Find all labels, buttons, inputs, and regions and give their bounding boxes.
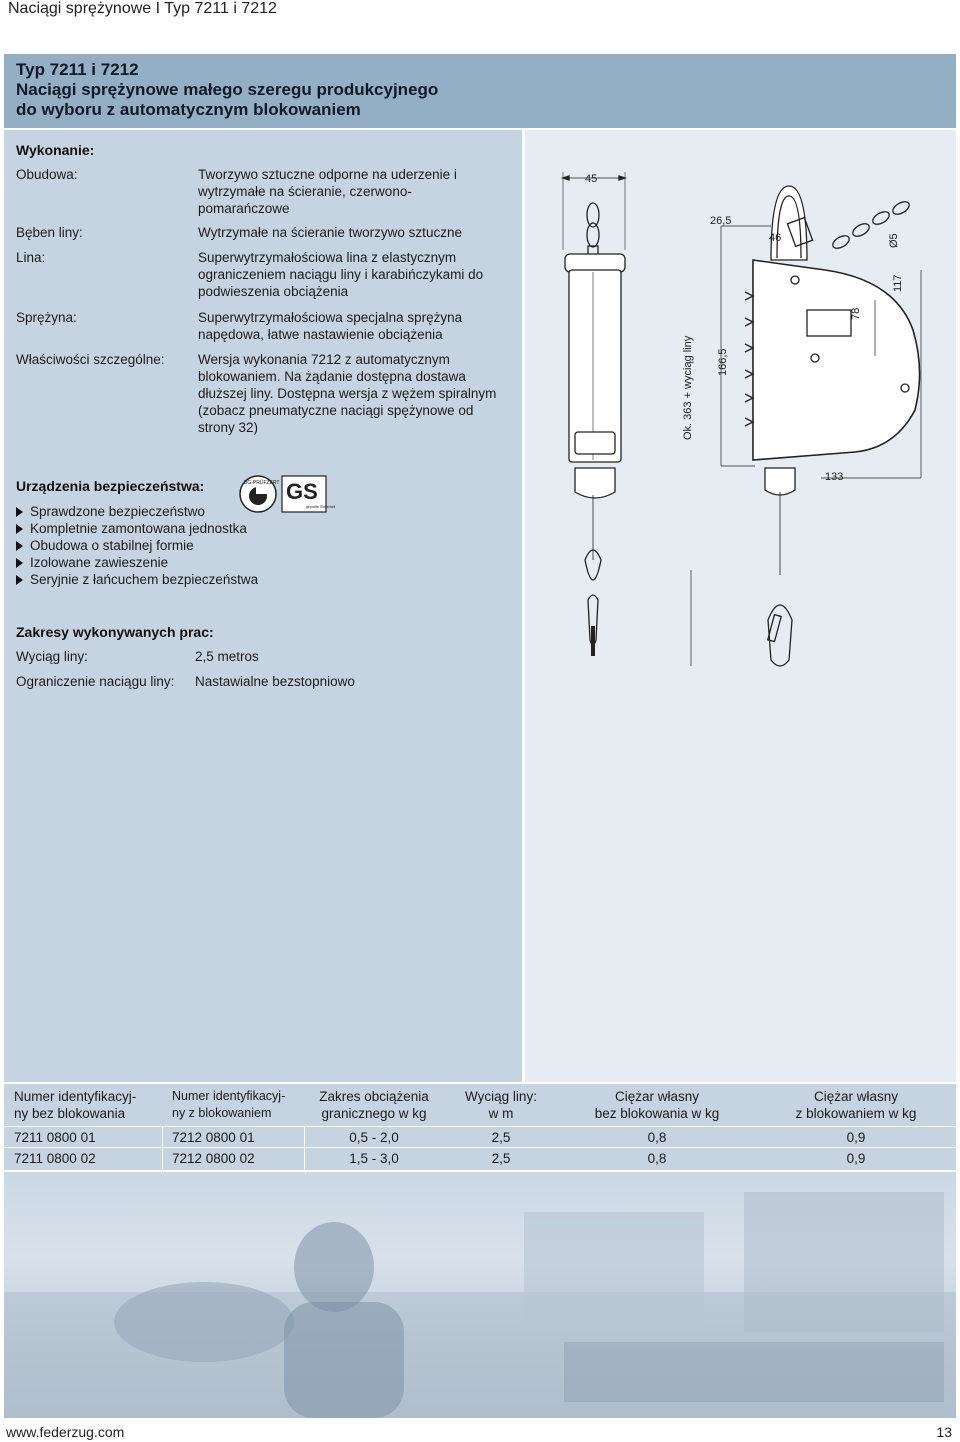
safety-item: Izolowane zawieszenie	[16, 554, 168, 571]
background-photo	[4, 1172, 956, 1418]
table-divider	[4, 1126, 956, 1127]
table-cell: 0,9	[846, 1130, 866, 1145]
table-cell: 7212 0800 01	[172, 1130, 255, 1145]
table-divider	[162, 1126, 163, 1170]
spec-label: Obudowa:	[16, 167, 78, 182]
spec-value: Tworzywo sztuczne odporne na uderzenie i wytrzymałe na ścieranie, czerwono-pomarańczowe	[198, 167, 457, 216]
zakresy-label: Ograniczenie naciągu liny:	[16, 674, 175, 689]
safety-item: Sprawdzone bezpieczeństwo	[16, 503, 205, 520]
spec-label: Lina:	[16, 250, 46, 265]
table-cell: 2,5	[491, 1130, 511, 1145]
technical-drawing-panel	[525, 130, 956, 1082]
zakresy-value: 2,5 metros	[195, 649, 259, 664]
spec-label: Sprężyna:	[16, 310, 77, 325]
spec-value: Wersja wykonania 7212 z automatycznym blokowaniem. Na żądanie dostępna dostawa dłuższej liny. Dostępna wersja z wężem spiralnym (zobacz pneumatyczne naciągi spężynowe od strony 32)	[198, 352, 497, 435]
table-header-cell: Zakres obciążenia granicznego w kg	[319, 1089, 429, 1121]
table-cell: 0,9	[846, 1151, 866, 1166]
cert2-text: GS	[286, 479, 318, 504]
bullet-triangle-icon	[16, 575, 23, 585]
spec-value: Superwytrzymałościowa specjalna sprężyna napędowa, łatwe nastawienie obciążenia	[198, 310, 463, 342]
spec-label: Bęben liny:	[16, 225, 83, 240]
footer-url-link[interactable]: www.federzug.com	[6, 1424, 125, 1440]
table-header-cell: Wyciąg liny: w m	[465, 1089, 537, 1121]
title-line-1: Typ 7211 i 7212	[16, 60, 139, 79]
table-header-cell: Numer identyfikacyj- ny bez blokowania	[14, 1089, 137, 1121]
title-band	[4, 54, 956, 128]
bg-pruefzert-seal	[240, 476, 279, 512]
table-header-cell: Ciężar własny z blokowaniem w kg	[795, 1089, 917, 1121]
bullet-triangle-icon	[16, 541, 23, 551]
dim-26-5-label: 26,5	[710, 215, 732, 227]
table-cell: 7212 0800 02	[172, 1151, 255, 1166]
table-cell: 0,8	[647, 1130, 667, 1145]
table-cell: 0,5 - 2,0	[349, 1130, 399, 1145]
workshop-photo-silhouettes	[4, 1172, 956, 1418]
spec-value: Wytrzymałe na ścieranie tworzywo sztuczne	[198, 225, 462, 240]
page-number: 13	[936, 1424, 952, 1440]
safety-item: Obudowa o stabilnej formie	[16, 537, 194, 554]
page-header-title: Naciągi sprężynowe I Typ 7211 i 7212	[8, 0, 277, 17]
dim-phi5-label: Ø5	[888, 233, 900, 248]
product-table	[4, 1084, 956, 1170]
table-header-cell: Ciężar własny bez blokowania w kg	[594, 1089, 720, 1121]
table-cell: 2,5	[491, 1151, 511, 1166]
certification-logos	[238, 472, 336, 516]
safety-item: Seryjnie z łańcuchem bezpieczeństwa	[16, 571, 258, 588]
title-line-2: Naciągi sprężynowe małego szeregu produkcyjnego	[16, 80, 439, 99]
cert1-text: BG-PRÜFZERT	[244, 480, 280, 486]
gs-mark	[282, 476, 335, 512]
dim-166-5-label: 166,5	[717, 348, 729, 376]
bullet-triangle-icon	[16, 507, 23, 517]
cert2-sub: geprüfte Sicherheit	[306, 505, 336, 509]
side-view-balancer	[745, 186, 920, 666]
zakresy-heading: Zakresy wykonywanych prac:	[16, 624, 214, 640]
dim-rope-label: Ok. 363 + wyciąg liny	[682, 335, 694, 440]
wykonanie-heading: Wykonanie:	[16, 142, 95, 158]
safety-item: Kompletnie zamontowana jednostka	[16, 520, 247, 537]
dim-46-label: 46	[769, 232, 782, 244]
front-view-balancer	[563, 172, 625, 656]
table-cell: 7211 0800 02	[14, 1151, 96, 1166]
spec-label: Właściwości szczególne:	[16, 352, 165, 367]
title-line-3: do wyboru z automatycznym blokowaniem	[16, 100, 361, 119]
table-header-cell: Numer identyfikacyj- ny z blokowaniem	[172, 1089, 286, 1120]
technical-drawing	[525, 130, 956, 1082]
dim-78-label: 78	[850, 307, 862, 320]
bullet-triangle-icon	[16, 558, 23, 568]
specification-panel	[4, 130, 522, 1082]
table-cell: 0,8	[647, 1151, 667, 1166]
safety-heading: Urządzenia bezpieczeństwa:	[16, 478, 205, 494]
spec-value: Superwytrzymałościowa lina z elastycznym ograniczeniem naciągu liny i karabińczykami do podwieszenia obciążenia	[198, 250, 484, 299]
dim-117-label: 117	[892, 274, 904, 292]
dim-45-label: 45	[585, 173, 598, 185]
table-cell: 1,5 - 3,0	[349, 1151, 399, 1166]
zakresy-label: Wyciąg liny:	[16, 649, 88, 664]
dim-133-label: 133	[825, 471, 844, 483]
table-cell: 7211 0800 01	[14, 1130, 96, 1145]
zakresy-value: Nastawialne bezstopniowo	[195, 674, 355, 689]
table-divider	[4, 1147, 956, 1148]
bullet-triangle-icon	[16, 524, 23, 534]
